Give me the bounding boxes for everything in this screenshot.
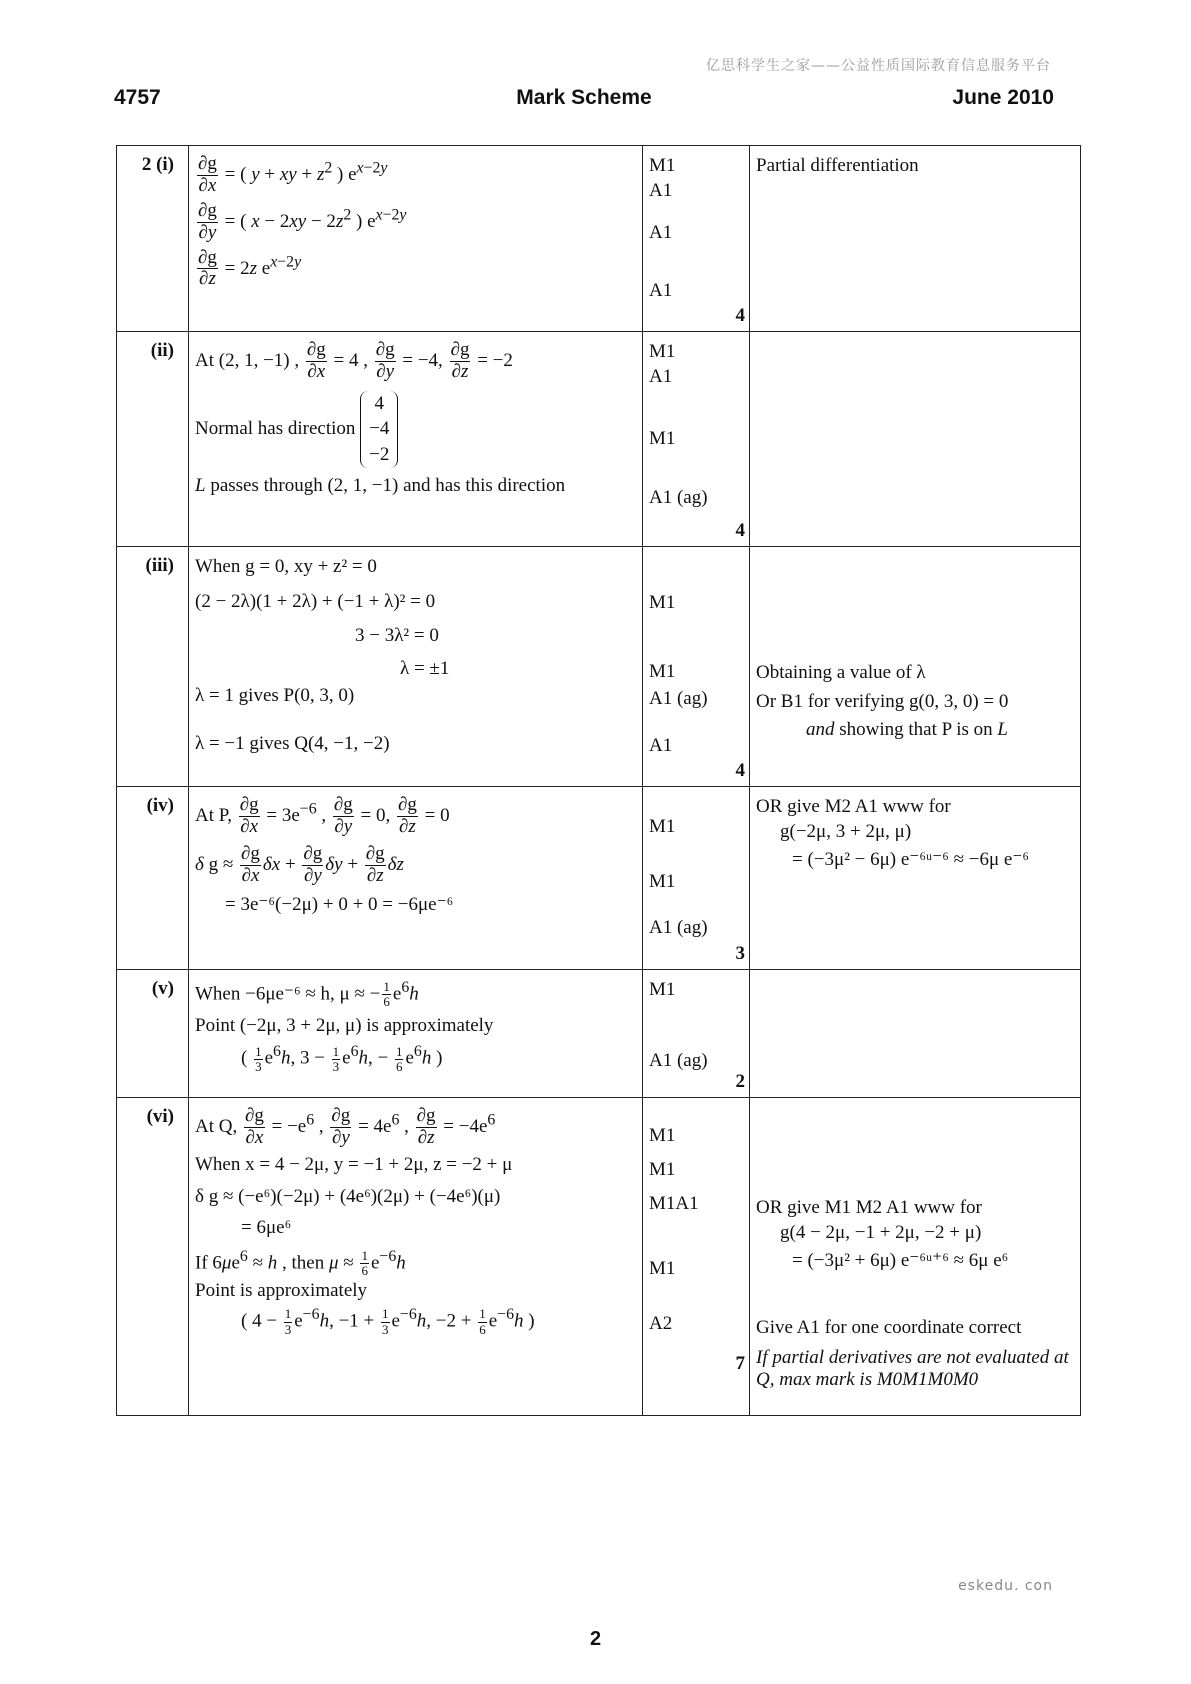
table-row: [117, 970, 1081, 1098]
working-text: Point is approximately: [195, 1279, 368, 1301]
vector-entry: −4: [369, 418, 390, 440]
mark-label: M1A1: [649, 1193, 699, 1215]
working-text: = 6μe⁶: [241, 1217, 292, 1239]
marks-cell: [643, 332, 750, 547]
marks-cell: [643, 146, 750, 332]
table-row: [117, 1098, 1081, 1416]
comment-text: OR give M1 M2 A1 www for: [756, 1197, 982, 1218]
mark-label: A1: [649, 735, 673, 757]
working-text: When g = 0, xy + z² = 0: [195, 556, 377, 577]
working-text: Point (−2μ, 3 + 2μ, μ) is approximately: [195, 1014, 494, 1036]
mark-label: A1: [649, 179, 673, 201]
comment-text: If partial derivatives are not evaluated at Q, max mark is M0M1M0M0: [756, 1346, 1069, 1390]
question-number: (iv): [117, 787, 189, 970]
working-cell: At Q, $\frac{\partial g}{\partial x}$ = $-e^6$ , $\frac{\partial g}{\partial y}$ = $4e^6$ , $\frac{\partial g}{\partial z}$ = $-4e^6$ When x = 4 − 2μ, y = −1 + 2μ, z = −2 + μ δ g ≈ (−e⁶)(−2μ) + (4e⁶)(2μ) + (−4e⁶)(μ) = 6μe⁶ If $6\mu e^6 \approx h$ , then μ ≈ $\frac{1}{6}$ $e^{-6}h$ Point is approximately ( 4 − $\frac{1}{3}$ $e^{-6}h$, −1 + $\frac{1}{3}$ $e^{-6}h$, −2 + $\frac{1}{6}$ $e^{-6}h$ ): [189, 1098, 643, 1416]
working-text: At P,: [195, 804, 232, 826]
mark-label: A1: [649, 365, 673, 387]
mark-label: M1: [649, 979, 676, 1000]
mark-scheme-table: [116, 145, 1081, 1416]
working-text: At (2, 1, −1) ,: [195, 349, 300, 371]
mark-label: M1: [649, 1125, 676, 1146]
vector-entry: −2: [369, 444, 390, 466]
working-text: When −6μe⁻⁶ ≈ h, μ ≈ −: [195, 983, 381, 1005]
marks-cell: [643, 787, 750, 970]
direction-vector: [360, 391, 398, 468]
total-mark: 4: [735, 305, 745, 326]
table-row: [117, 146, 1081, 332]
working-text: λ = ±1: [400, 658, 450, 680]
comment-text: OR give M2 A1 www for: [756, 796, 951, 817]
comment-cell: [750, 332, 1081, 547]
working-cell: [189, 547, 643, 787]
mark-label: A1 (ag): [649, 917, 708, 939]
working-text: (2 − 2λ)(1 + 2λ) + (−1 + λ)² = 0: [195, 590, 436, 612]
working-text: δ g ≈ (−e⁶)(−2μ) + (4e⁶)(2μ) + (−4e⁶)(μ): [195, 1186, 501, 1208]
comment-text: and: [806, 719, 835, 741]
working-text: passes through (2, 1, −1) and has this direction: [210, 474, 566, 496]
comment-text: = (−3μ² − 6μ) e⁻⁶ᵘ⁻⁶ ≈ −6μ e⁻⁶: [792, 849, 1029, 871]
total-mark: 7: [735, 1353, 745, 1374]
mark-label: M1: [649, 1258, 676, 1280]
paper-code: 4757: [114, 86, 161, 109]
comment-text: L: [997, 719, 1008, 741]
working-cell: At (2, 1, −1) , $\frac{\partial g}{\partial x}$ = 4 , $\frac{\partial g}{\partial y}$ = −4, $\frac{\partial g}{\partial z}$ = −2 Normal has direction 4 −4 −2 L passes through (2, 1, −1) and has this direction: [189, 332, 643, 547]
site-footer-text: eskedu. con: [958, 1578, 1053, 1594]
page-number: 2: [589, 1628, 602, 1650]
total-mark: 2: [735, 1071, 745, 1092]
comment-text: g(4 − 2μ, −1 + 2μ, −2 + μ): [780, 1221, 982, 1243]
mark-label: A1 (ag): [649, 688, 708, 710]
working-text: At Q,: [195, 1115, 238, 1137]
mark-label: M1: [649, 1158, 676, 1180]
exam-date: June 2010: [952, 86, 1054, 109]
mark-label: M1: [649, 341, 676, 362]
mark-label: A2: [649, 1312, 673, 1334]
question-number: (ii): [117, 332, 189, 547]
comment-text: Obtaining a value of λ: [756, 662, 926, 683]
working-cell: $\frac{\partial g}{\partial x}$ = ( y + xy + $z^2$ ) $e^{x-2y}$ $\frac{\partial g}{\partial y}$ = ( $x - 2xy - 2z^2$ ) $e^{x-2y}$ $\frac{\partial g}{\partial z}$ = 2z $e^{x-2y}$: [189, 146, 643, 332]
comment-text: Partial differentiation: [756, 155, 919, 176]
question-number: 2 (i): [117, 146, 189, 332]
mark-label: M1: [649, 155, 676, 176]
question-number: (vi): [117, 1098, 189, 1416]
mark-label: A1 (ag): [649, 1049, 708, 1071]
marks-cell: [643, 970, 750, 1098]
mark-label: M1: [649, 428, 676, 450]
table-row: [117, 787, 1081, 970]
table-row: [117, 547, 1081, 787]
working-cell: At P, $\frac{\partial g}{\partial x}$ = $3e^{-6}$ , $\frac{\partial g}{\partial y}$ = 0, $\frac{\partial g}{\partial z}$ = 0 δ g ≈ $\frac{\partial g}{\partial x}$ δx + $\frac{\partial g}{\partial y}$ δy + $\frac{\partial g}{\partial z}$ δz = 3e⁻⁶(−2μ) + 0 + 0 = −6μe⁻⁶: [189, 787, 643, 970]
working-cell: When −6μe⁻⁶ ≈ h, μ ≈ − $\frac{1}{6}$ $e^6h$ Point (−2μ, 3 + 2μ, μ) is approximately ( $\frac{1}{3}$ $e^6h$, 3 − $\frac{1}{3}$ $e^6h$, − $\frac{1}{6}$ $e^6h$ ): [189, 970, 643, 1098]
mark-label: M1: [649, 870, 676, 892]
mark-label: A1: [649, 222, 673, 244]
comment-text: Or B1 for verifying g(0, 3, 0) = 0: [756, 690, 1009, 712]
mark-label: A1 (ag): [649, 487, 708, 509]
table-row: [117, 332, 1081, 547]
question-number: (iii): [117, 547, 189, 787]
working-text: Normal has direction: [195, 417, 356, 439]
line-name: L: [195, 474, 206, 496]
mark-label: M1: [649, 660, 676, 682]
working-text: = 3e⁻⁶(−2μ) + 0 + 0 = −6μe⁻⁶: [225, 893, 454, 915]
mark-label: M1: [649, 816, 676, 837]
comment-cell: [750, 787, 1081, 970]
comment-text: = (−3μ² + 6μ) e⁻⁶ᵘ⁺⁶ ≈ 6μ e⁶: [792, 1250, 1009, 1272]
total-mark: 4: [735, 520, 745, 541]
comment-text: Give A1 for one coordinate correct: [756, 1317, 1022, 1339]
page-title: Mark Scheme: [516, 86, 652, 109]
mark-label: M1: [649, 592, 676, 613]
marks-cell: [643, 547, 750, 787]
working-text: λ = 1 gives P(0, 3, 0): [195, 684, 355, 706]
marks-cell: [643, 1098, 750, 1416]
question-number: (v): [117, 970, 189, 1098]
working-text: 3 − 3λ² = 0: [355, 625, 439, 647]
total-mark: 3: [735, 943, 745, 964]
mark-label: A1: [649, 280, 673, 302]
comment-text: showing that P is on: [839, 719, 993, 741]
comment-cell: [750, 970, 1081, 1098]
total-mark: 4: [735, 760, 745, 781]
comment-cell: [750, 146, 1081, 332]
comment-text: g(−2μ, 3 + 2μ, μ): [780, 820, 912, 842]
watermark-text: 亿思科学生之家——公益性质国际教育信息服务平台: [706, 58, 1051, 74]
working-text: λ = −1 gives Q(4, −1, −2): [195, 733, 390, 755]
vector-entry: 4: [374, 392, 385, 414]
comment-cell: [750, 547, 1081, 787]
comment-cell: [750, 1098, 1081, 1416]
working-text: When x = 4 − 2μ, y = −1 + 2μ, z = −2 + μ: [195, 1153, 513, 1175]
